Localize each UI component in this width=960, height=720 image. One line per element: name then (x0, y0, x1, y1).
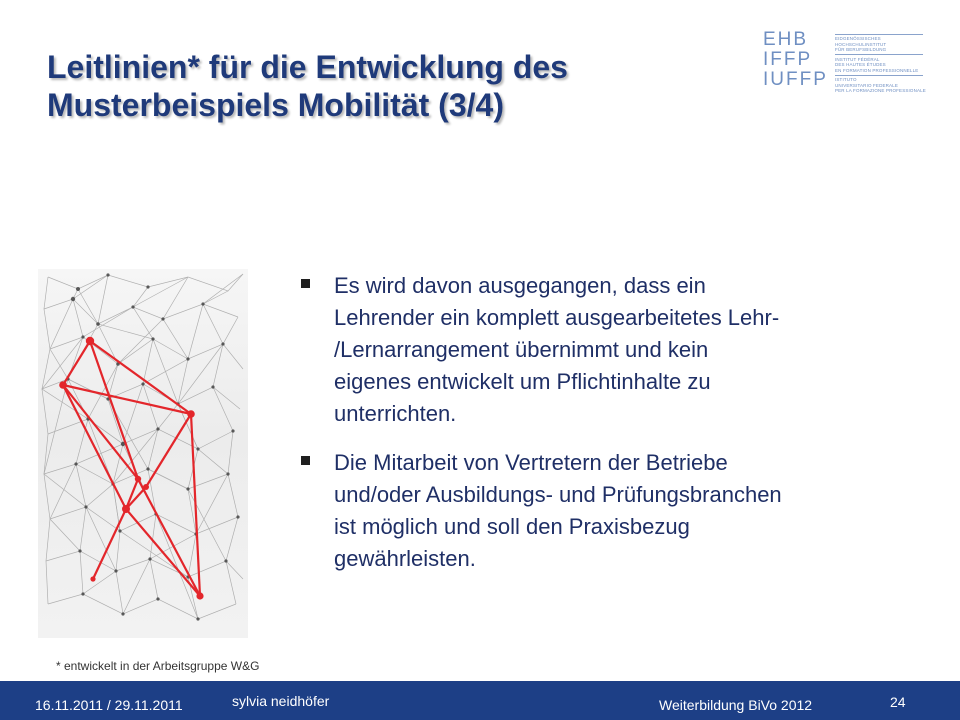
highlighted-red-network (63, 341, 200, 596)
footer-event: Weiterbildung BiVo 2012 (659, 697, 813, 713)
background-grey-network (42, 274, 243, 619)
page-number: 24 (890, 694, 906, 710)
logo-divider (835, 34, 923, 35)
bullet-text: Es wird davon ausgegangen, dass ein Lehrender ein komplett ausgearbeitetes Lehr- /Lernarrangement übernimmt und kein eigenes entwickelt um Pflichtinhalte zu unterrichten. (334, 273, 780, 426)
square-bullet-icon (301, 456, 310, 465)
logo-line: PER LA FORMAZIONE PROFESSIONALE (835, 88, 926, 93)
logo-mark-ehb: EHB (763, 29, 809, 50)
logo-line: UNIVERSITARIO FEDERALE (835, 82, 898, 88)
logo-divider (835, 54, 923, 55)
network-graph-illustration (38, 269, 248, 638)
logo-divider (835, 75, 923, 76)
slide-title-line-1: Leitlinien* für die Entwicklung des (47, 49, 568, 85)
logo-line: DES HAUTES ÉTUDES (835, 62, 886, 67)
slide-title-line-2: Musterbeispiels Mobilität (3/4) (47, 87, 504, 123)
bullet-list (296, 270, 896, 592)
logo-line: HOCHSCHULINSTITUT (835, 41, 887, 47)
logo-mark-iffp: IFFP (763, 49, 813, 70)
square-bullet-icon (301, 279, 310, 288)
slide-title (47, 48, 727, 124)
footer-author: sylvia neidhöfer (232, 693, 330, 709)
ehb-logo (763, 29, 926, 98)
bullet-item (296, 447, 896, 575)
footer-dates: 16.11.2011 / 29.11.2011 (35, 697, 183, 713)
logo-line: EN FORMATION PROFESSIONNELLE (835, 67, 919, 73)
logo-mark (763, 30, 831, 90)
logo-line: ISTITUTO (835, 77, 857, 82)
logo-line: EIDGENÖSSISCHES (835, 36, 881, 41)
logo-line: INSTITUT FÉDÉRAL (835, 56, 880, 62)
bullet-item (296, 270, 896, 430)
logo-institution-names (835, 32, 926, 94)
footnote: * entwickelt in der Arbeitsgruppe W&G (56, 659, 260, 673)
bullet-text: Die Mitarbeit von Vertretern der Betriebe und/oder Ausbildungs- und Prüfungsbranchen ist möglich und soll den Praxisbezug gewährleisten. (334, 450, 782, 571)
logo-mark-iuffp: IUFFP (763, 69, 828, 90)
logo-line: FÜR BERUFSBILDUNG (835, 47, 887, 52)
network-graph-svg (38, 269, 248, 638)
